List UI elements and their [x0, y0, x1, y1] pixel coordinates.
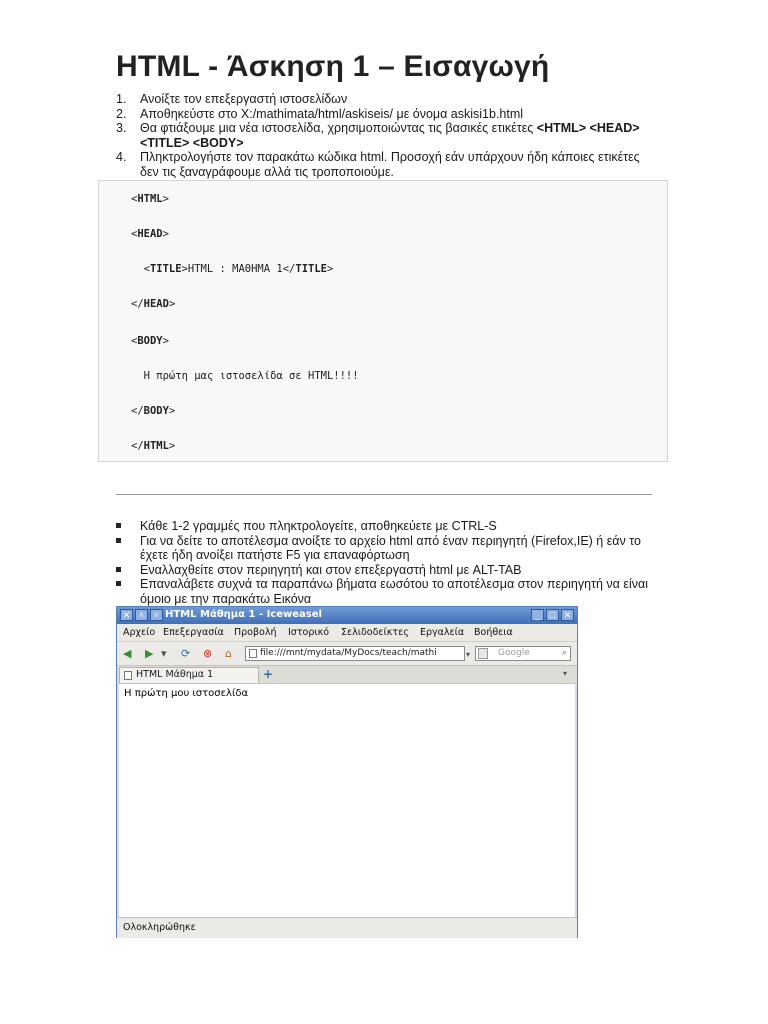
code-line-body-text: Η πρώτη μας ιστοσελίδα σε HTML!!!! [131, 370, 359, 382]
code-line-head-open: <HEAD> [131, 228, 169, 240]
tips-list [116, 519, 656, 606]
tab-html-lesson[interactable] [119, 667, 259, 683]
url-dropdown-icon[interactable]: ▾ [466, 650, 471, 659]
chevron-down-icon[interactable]: ˅ [150, 609, 163, 621]
code-block [98, 180, 668, 462]
close-button[interactable]: ✕ [561, 609, 574, 621]
url-text: file:///mnt/mydata/MyDocs/teach/mathi [260, 648, 437, 658]
tab-bar [117, 665, 577, 684]
stop-icon[interactable]: ⊗ [203, 647, 213, 660]
forward-arrow-icon[interactable]: ▶ [145, 647, 154, 660]
page-icon [124, 671, 132, 680]
menu-history[interactable]: Ιστορικό [288, 627, 330, 638]
bullet-icon [116, 523, 121, 528]
menu-tools[interactable]: Εργαλεία [420, 627, 465, 638]
horizontal-divider [116, 494, 652, 495]
tip-text: Επαναλάβετε συχνά τα παραπάνω βήματα εωσότου το αποτέλεσμα στον περιηγητή να είναι όμοιο με την παρακάτω Εικόνα [140, 577, 648, 606]
list-text: Θα φτιάξουμε μια νέα ιστοσελίδα, χρησιμοποιώντας τις βασικές ετικέτες [140, 121, 537, 135]
navigation-toolbar [117, 641, 577, 666]
reload-icon[interactable]: ⟳ [181, 647, 191, 660]
list-number: 1. [116, 92, 127, 106]
tip-text: Για να δείτε το αποτέλεσμα ανοίξτε το αρχείο html από έναν περιηγητή (Firefox,IE) ή εάν το έχετε ήδη ανοίξει πατήστε F5 για επαναφόρτωση [140, 533, 641, 562]
window-title: HTML Μάθημα 1 - Iceweasel [165, 609, 322, 620]
window-menu-icon[interactable]: ✕ [120, 609, 133, 621]
bullet-icon [116, 567, 121, 572]
code-line-head-close: </HEAD> [131, 298, 176, 310]
list-text: Πληκτρολογήστε τον παρακάτω κώδικα html. Προσοχή εάν υπάρχουν ήδη κάποιες ετικέτες δεν τις ξαναγράφουμε αλλά τις τροποποιούμε. [140, 150, 640, 179]
browser-screenshot [116, 606, 578, 938]
maximize-button[interactable]: □ [546, 609, 559, 621]
search-engine-icon[interactable] [478, 648, 488, 659]
search-icon[interactable]: ⌕ [561, 648, 567, 658]
list-item [116, 563, 656, 578]
dropdown-icon[interactable]: ▾ [161, 647, 167, 660]
search-input[interactable] [475, 646, 571, 661]
tip-text: Εναλλαχθείτε στον περιηγητή και στον επεξεργαστή html με ALT-TAB [140, 562, 522, 577]
menu-help[interactable]: Βοήθεια [474, 627, 513, 638]
status-text: Ολοκληρώθηκε [123, 922, 196, 933]
list-bold-tags: <HTML> <HEAD> <TITLE> <BODY> [140, 121, 640, 150]
menu-edit[interactable]: Επεξεργασία [163, 627, 224, 638]
home-icon[interactable]: ⌂ [225, 647, 232, 660]
url-input[interactable] [245, 646, 465, 661]
back-arrow-icon[interactable]: ◀ [123, 647, 132, 660]
list-item [116, 92, 656, 107]
steps-list [116, 92, 656, 179]
code-line-title: <TITLE>HTML : ΜΑΘΗΜΑ 1</TITLE> [131, 263, 334, 275]
menu-bar [117, 624, 577, 641]
window-titlebar [117, 607, 577, 624]
list-number: 4. [116, 150, 127, 164]
list-item [116, 107, 656, 122]
new-tab-button[interactable]: + [263, 667, 274, 681]
tab-list-dropdown-icon[interactable]: ▾ [563, 669, 568, 678]
browser-content [119, 683, 575, 917]
search-placeholder: Google [498, 648, 530, 658]
list-number: 2. [116, 106, 127, 121]
list-item [116, 519, 656, 534]
menu-bookmarks[interactable]: Σελιδοδείκτες [341, 627, 409, 638]
status-bar [117, 917, 577, 938]
page-body-text: Η πρώτη μου ιστοσελίδα [124, 688, 249, 699]
bullet-icon [116, 538, 121, 543]
code-line-html-close: </HTML> [131, 440, 176, 452]
code-line-body-open: <BODY> [131, 335, 169, 347]
list-text: Αποθηκεύστε στο X:/mathimata/html/askiseis/ με όνομα askisi1b.html [140, 106, 524, 121]
list-item [116, 150, 656, 179]
code-line-body-close: </BODY> [131, 405, 176, 417]
minimize-button[interactable]: _ [531, 609, 544, 621]
bullet-icon [116, 581, 121, 586]
list-item [116, 534, 656, 563]
list-number: 3. [116, 121, 127, 135]
menu-file[interactable]: Αρχείο [123, 627, 156, 638]
list-item [116, 577, 656, 606]
list-text: Ανοίξτε τον επεξεργαστή ιστοσελίδων [140, 92, 348, 106]
menu-view[interactable]: Προβολή [234, 627, 277, 638]
page-icon [249, 649, 257, 658]
chevron-up-icon[interactable]: ˄ [135, 609, 148, 621]
tab-label: HTML Μάθημα 1 [136, 669, 214, 680]
code-line-html-open: <HTML> [131, 193, 169, 205]
page-title: HTML - Άσκηση 1 – Εισαγωγή [116, 50, 550, 83]
list-item [116, 121, 656, 150]
tip-text: Κάθε 1-2 γραμμές που πληκτρολογείτε, αποθηκεύετε με CTRL-S [140, 519, 497, 533]
